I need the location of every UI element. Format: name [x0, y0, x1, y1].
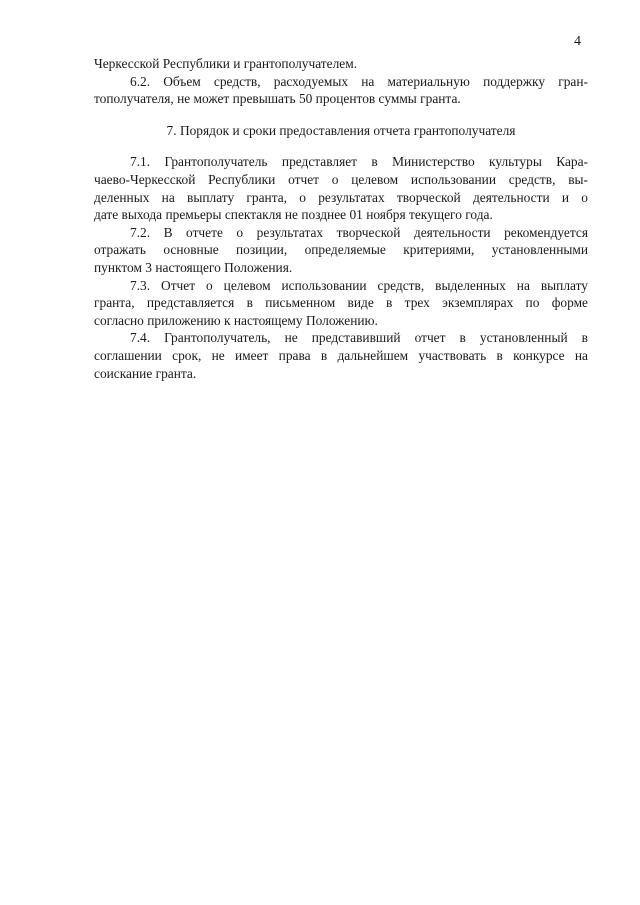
text-line: 7.1. Грантополучатель представляет в Министерство культуры Кара- [130, 154, 588, 170]
text-line: дате выхода премьеры спектакля не позднее 01 ноября текущего года. [94, 207, 493, 223]
text-line: деленных на выплату гранта, о результатах творческой деятельности и о [94, 189, 588, 205]
text-line: 7.2. В отчете о результатах творческой деятельности рекомендуется [130, 224, 588, 240]
text-line: чаево-Черкесской Республики отчет о целевом использовании средств, вы- [94, 171, 588, 187]
paragraph-7-3 [94, 277, 588, 330]
document-body [94, 55, 588, 382]
text-line: пунктом 3 настоящего Положения. [94, 259, 293, 275]
paragraph-7-2 [94, 224, 588, 277]
text-line: гранта, представляется в письменном виде в трех экземплярах по форме [94, 295, 588, 311]
text-line: Черкесской Республики и грантополучателем. [94, 56, 358, 71]
page-number: 4 [574, 34, 581, 49]
paragraph-7-4 [94, 329, 588, 382]
text-line: 7.3. Отчет о целевом использовании средств, выделенных на выплату [130, 277, 588, 293]
text-line: отражать основные позиции, определяемые критериями, установленными [94, 242, 588, 258]
text-line: соискание гранта. [94, 365, 197, 381]
text-line: тополучателя, не может превышать 50 процентов суммы гранта. [94, 91, 461, 107]
text-line: 6.2. Объем средств, расходуемых на материальную поддержку гран- [130, 73, 588, 89]
section-7-heading: 7. Порядок и сроки предоставления отчета грантополучателя [166, 122, 516, 138]
text-line: 7.4. Грантополучатель, не представивший отчет в установленный в [130, 330, 588, 346]
section-6-continuation [94, 55, 588, 108]
paragraph-7-1 [94, 153, 588, 223]
text-line: соглашении срок, не имеет права в дальнейшем участвовать в конкурсе на [94, 347, 588, 363]
text-line: согласно приложению к настоящему Положению. [94, 312, 378, 328]
